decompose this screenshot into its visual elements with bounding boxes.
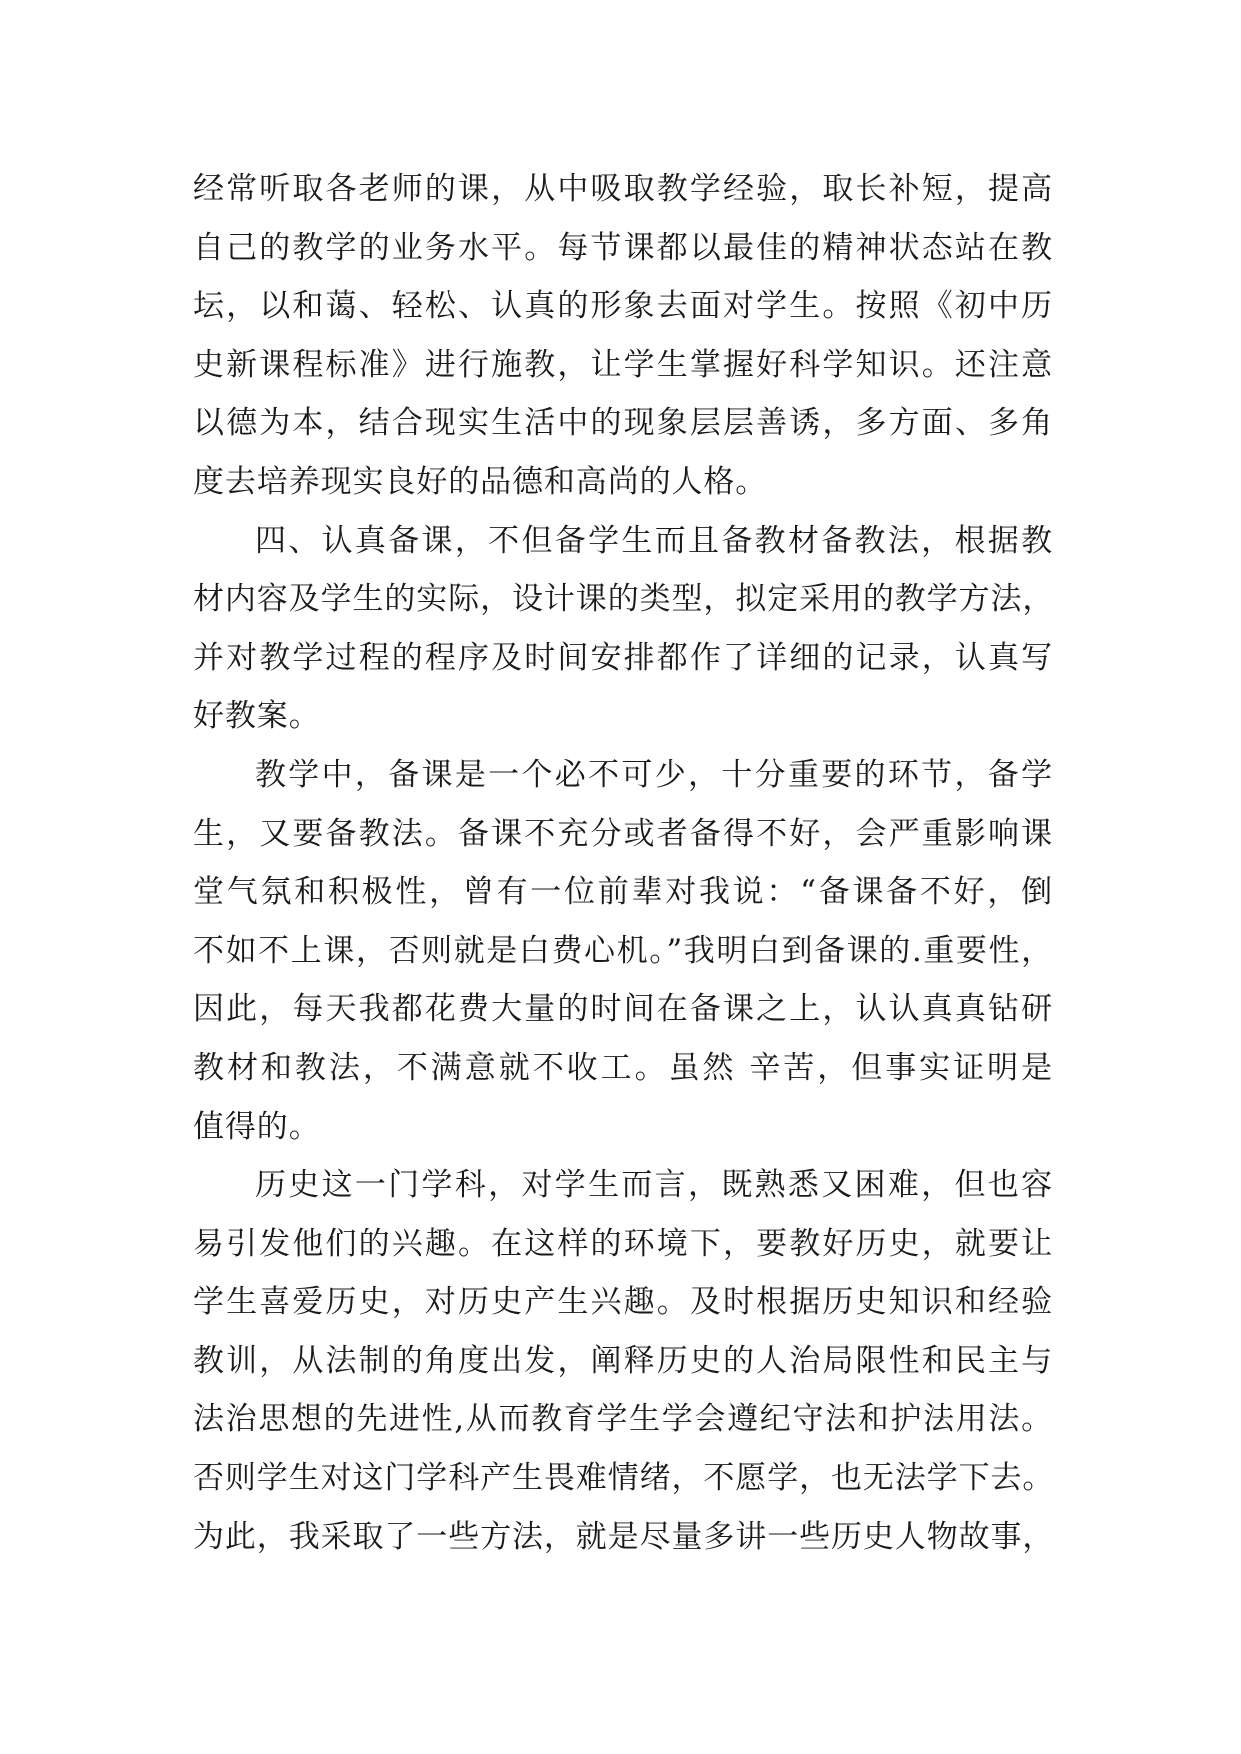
- text-line: 坛，以和蔼、轻松、认真的形象去面对学生。按照《初中历: [193, 288, 1053, 325]
- text-line: 经常听取各老师的课，从中吸取教学经验，取长补短，提高: [193, 171, 1053, 207]
- text-line: 不如不上课，否则就是白费心机。”我明白到备课的.重要性，: [193, 932, 1053, 969]
- text-line: 生，又要备教法。备课不充分或者备得不好，会严重影响课: [193, 815, 1053, 852]
- paragraph: [193, 1156, 1053, 1566]
- paragraph: [193, 160, 1053, 512]
- text-line: 史新课程标准》进行施教，让学生掌握好科学知识。还注意: [193, 346, 1053, 383]
- document-page: [193, 160, 1053, 1566]
- paragraph: [193, 746, 1053, 1156]
- text-line: 以德为本，结合现实生活中的现象层层善诱，多方面、多角: [193, 405, 1053, 442]
- text-line: 历史这一门学科，对学生而言，既熟悉又困难，但也容: [255, 1167, 1053, 1204]
- text-line: 并对教学过程的程序及时间安排都作了详细的记录，认真写: [193, 639, 1053, 676]
- text-line: 好教案。: [193, 698, 321, 735]
- paragraph: [193, 512, 1053, 746]
- text-line: 堂气氛和积极性，曾有一位前辈对我说：“备课备不好，倒: [193, 874, 1053, 911]
- text-line: 四、认真备课，不但备学生而且备教材备教法，根据教: [255, 522, 1053, 559]
- text-line: 易引发他们的兴趣。在这样的环境下，要教好历史，就要让: [193, 1225, 1053, 1262]
- text-line: 否则学生对这门学科产生畏难情绪，不愿学，也无法学下去。: [193, 1460, 1055, 1497]
- text-line: 教材和教法，不满意就不收工。虽然 辛苦，但事实证明是: [193, 1049, 1053, 1086]
- text-line: 度去培养现实良好的品德和高尚的人格。: [193, 463, 768, 500]
- text-line: 材内容及学生的实际，设计课的类型，拟定采用的教学方法，: [193, 581, 1055, 618]
- text-line: 教训，从法制的角度出发，阐释历史的人治局限性和民主与: [193, 1342, 1053, 1379]
- text-line: 自己的教学的业务水平。每节课都以最佳的精神状态站在教: [193, 229, 1053, 266]
- text-line: 学生喜爱历史，对历史产生兴趣。及时根据历史知识和经验: [193, 1284, 1053, 1321]
- text-line: 为此，我采取了一些方法，就是尽量多讲一些历史人物故事，: [193, 1518, 1055, 1555]
- text-line: 教学中，备课是一个必不可少，十分重要的环节，备学: [255, 756, 1053, 793]
- text-line: 因此，每天我都花费大量的时间在备课之上，认认真真钻研: [193, 991, 1053, 1028]
- text-line: 值得的。: [193, 1108, 321, 1145]
- text-line: 法治思想的先进性,从而教育学生学会遵纪守法和护法用法。: [193, 1401, 1053, 1438]
